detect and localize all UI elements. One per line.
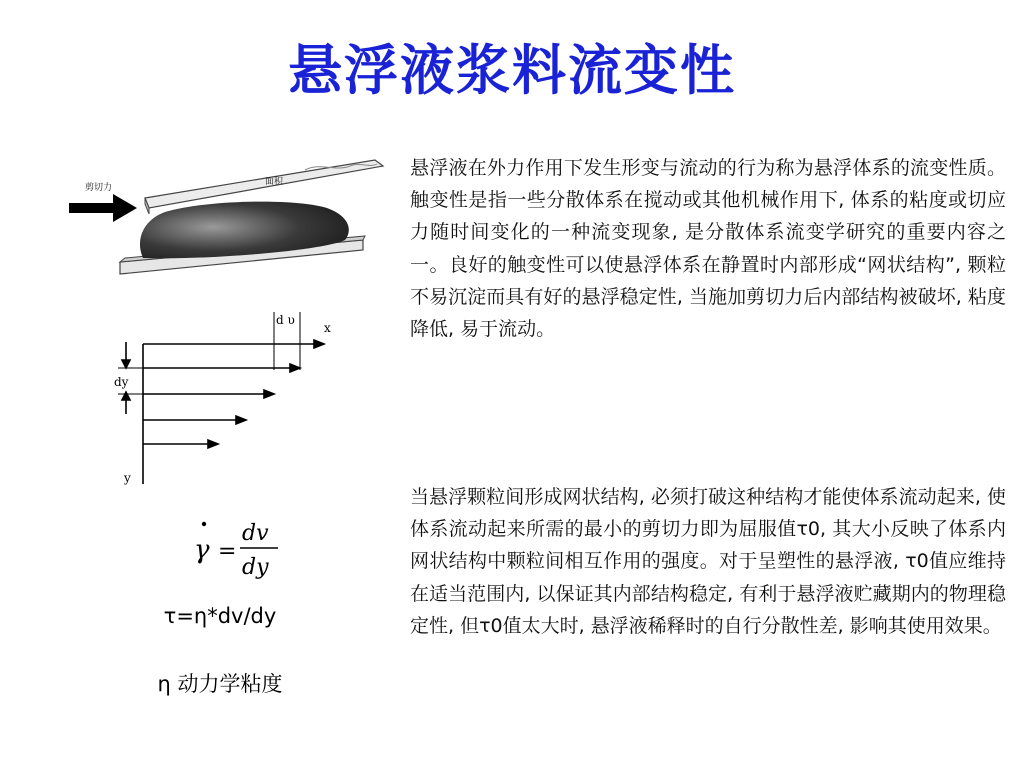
velocity-profile-diagram — [110, 308, 340, 490]
paragraph-yield-value: 当悬浮颗粒间形成网状结构, 必须打破这种结构才能使体系流动起来, 使体系流动起来所需的最小的剪切力即为屈服值τ0, 其大小反映了体系内网状结构中颗粒间相互作用的强度。对于呈塑性的悬浮液, τ0值应维持在适当范围内, 以保证其内部结构稳定, 有利于悬浮液贮藏期内的物理稳定性, 但τ0值太大时, 悬浮液稀释时的自行分散性差, 影响其使用效果。 — [410, 486, 1006, 637]
eta-definition: η 动力学粘度 — [157, 672, 283, 696]
page-title: 悬浮液浆料流变性 — [288, 39, 736, 102]
dy-label: dy — [114, 375, 129, 389]
equals-sign: = — [218, 539, 237, 564]
shear-plate-diagram — [65, 150, 385, 290]
force-arrow-icon — [69, 194, 137, 222]
dv-label: d υ — [276, 313, 295, 327]
formula-numerator: dv — [242, 521, 269, 546]
paragraph-rheology: 悬浮液在外力作用下发生形变与流动的行为称为悬浮体系的流变性质。触变性是指一些分散体系在搅动或其他机械作用下, 体系的粘度或切应力随时间变化的一种流变现象, 是分散体系流变学研究的重要内容之一。良好的触变性可以使悬浮体系在静置时内部形成“网状结构”, 颗粒不易沉淀而具有好的悬浮稳定性, 当施加剪切力后内部结构被破坏, 粘度降低, 易于流动。 — [410, 157, 1006, 341]
dot-accent — [202, 522, 206, 526]
area-label: 面积 — [265, 177, 284, 187]
force-label: 剪切力 — [85, 183, 113, 193]
shear-rate-formula — [182, 512, 292, 588]
y-axis-label: y — [124, 471, 131, 485]
gamma-symbol: γ — [194, 535, 210, 565]
x-axis-label: x — [324, 321, 331, 335]
formula-denominator: dy — [242, 555, 269, 580]
viscosity-equation: τ=η*dv/dy — [163, 604, 277, 628]
